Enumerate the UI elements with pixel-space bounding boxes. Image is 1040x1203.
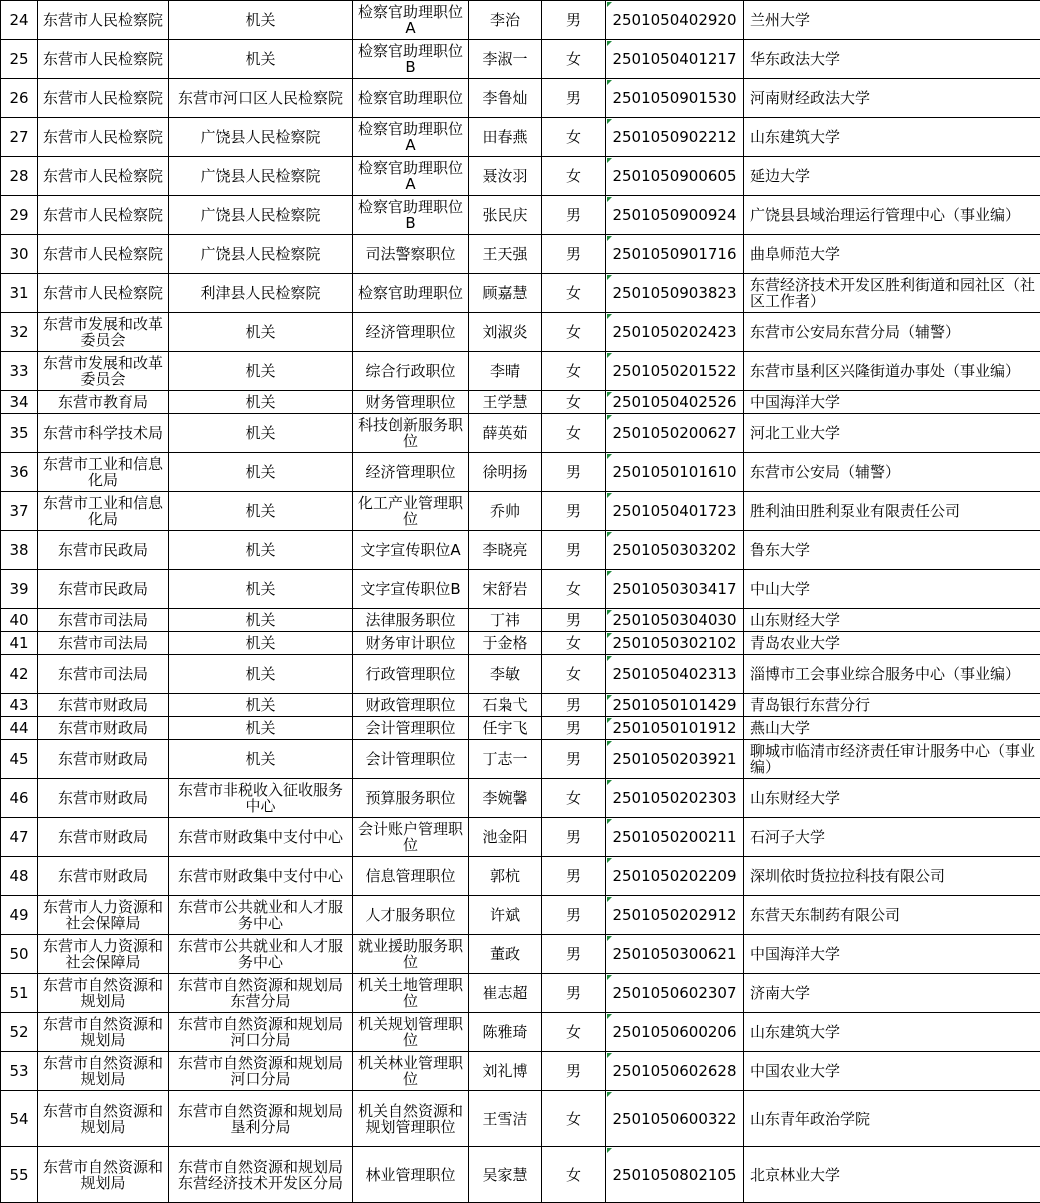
department-cell: 东营市自然资源和规划局	[38, 974, 169, 1013]
row-number: 37	[1, 492, 38, 531]
position-cell: 信息管理职位	[353, 857, 469, 896]
unit-cell: 广饶县人民检察院	[169, 196, 353, 235]
table-row	[1, 818, 1040, 857]
department-cell: 东营市财政局	[38, 717, 169, 740]
table-row	[1, 235, 1040, 274]
table-row	[1, 1091, 1040, 1147]
department-cell: 东营市教育局	[38, 391, 169, 414]
row-number: 46	[1, 779, 38, 818]
row-number: 24	[1, 1, 38, 40]
workplace-cell: 兰州大学	[744, 1, 1040, 40]
name-cell: 李婉馨	[469, 779, 542, 818]
table-row	[1, 609, 1040, 632]
position-cell: 经济管理职位	[353, 453, 469, 492]
department-cell: 东营市发展和改革委员会	[38, 313, 169, 352]
row-number: 44	[1, 717, 38, 740]
table-row	[1, 391, 1040, 414]
department-cell: 东营市财政局	[38, 818, 169, 857]
department-cell: 东营市发展和改革委员会	[38, 352, 169, 391]
name-cell: 宋舒岩	[469, 570, 542, 609]
exam-id-cell: 2501050302102	[606, 632, 744, 655]
unit-cell: 东营市自然资源和规划局河口分局	[169, 1052, 353, 1091]
workplace-cell: 山东建筑大学	[744, 118, 1040, 157]
unit-cell: 东营市自然资源和规划局垦利分局	[169, 1091, 353, 1147]
department-cell: 东营市财政局	[38, 740, 169, 779]
row-number: 45	[1, 740, 38, 779]
table-row	[1, 740, 1040, 779]
table-row	[1, 531, 1040, 570]
row-number: 49	[1, 896, 38, 935]
name-cell: 刘淑炎	[469, 313, 542, 352]
sex-cell: 男	[542, 694, 606, 717]
table-row	[1, 1052, 1040, 1091]
workplace-cell: 河北工业大学	[744, 414, 1040, 453]
exam-id-cell: 2501050900605	[606, 157, 744, 196]
sex-cell: 男	[542, 492, 606, 531]
row-number: 54	[1, 1091, 38, 1147]
exam-id-cell: 2501050203921	[606, 740, 744, 779]
name-cell: 任宇飞	[469, 717, 542, 740]
workplace-cell: 东营市公安局（辅警）	[744, 453, 1040, 492]
department-cell: 东营市人力资源和社会保障局	[38, 896, 169, 935]
row-number: 32	[1, 313, 38, 352]
sex-cell: 男	[542, 1, 606, 40]
table-row	[1, 896, 1040, 935]
workplace-cell: 东营市垦利区兴隆街道办事处（事业编）	[744, 352, 1040, 391]
table-body	[1, 1, 1040, 1203]
unit-cell: 东营市公共就业和人才服务中心	[169, 935, 353, 974]
table-row	[1, 570, 1040, 609]
exam-id-cell: 2501050600322	[606, 1091, 744, 1147]
department-cell: 东营市人民检察院	[38, 157, 169, 196]
sex-cell: 女	[542, 1013, 606, 1052]
name-cell: 丁志一	[469, 740, 542, 779]
table-row	[1, 857, 1040, 896]
table-row	[1, 935, 1040, 974]
name-cell: 石枭弋	[469, 694, 542, 717]
unit-cell: 机关	[169, 453, 353, 492]
department-cell: 东营市自然资源和规划局	[38, 1013, 169, 1052]
unit-cell: 机关	[169, 1, 353, 40]
exam-id-cell: 2501050903823	[606, 274, 744, 313]
workplace-cell: 东营经济技术开发区胜利街道和园社区（社区工作者）	[744, 274, 1040, 313]
name-cell: 薛英茹	[469, 414, 542, 453]
workplace-cell: 青岛农业大学	[744, 632, 1040, 655]
table-row	[1, 79, 1040, 118]
department-cell: 东营市人民检察院	[38, 274, 169, 313]
department-cell: 东营市民政局	[38, 570, 169, 609]
position-cell: 检察官助理职位B	[353, 196, 469, 235]
exam-id-cell: 2501050304030	[606, 609, 744, 632]
department-cell: 东营市工业和信息化局	[38, 453, 169, 492]
workplace-cell: 中国海洋大学	[744, 935, 1040, 974]
unit-cell: 机关	[169, 352, 353, 391]
department-cell: 东营市司法局	[38, 655, 169, 694]
sex-cell: 男	[542, 935, 606, 974]
workplace-cell: 胜利油田胜利泵业有限责任公司	[744, 492, 1040, 531]
position-cell: 机关规划管理职位	[353, 1013, 469, 1052]
row-number: 52	[1, 1013, 38, 1052]
position-cell: 机关林业管理职位	[353, 1052, 469, 1091]
unit-cell: 机关	[169, 40, 353, 79]
exam-id-cell: 2501050202423	[606, 313, 744, 352]
row-number: 34	[1, 391, 38, 414]
table-row	[1, 313, 1040, 352]
exam-id-cell: 2501050602307	[606, 974, 744, 1013]
exam-id-cell: 2501050200627	[606, 414, 744, 453]
workplace-cell: 曲阜师范大学	[744, 235, 1040, 274]
row-number: 48	[1, 857, 38, 896]
position-cell: 行政管理职位	[353, 655, 469, 694]
name-cell: 李鲁灿	[469, 79, 542, 118]
exam-id-cell: 2501050901530	[606, 79, 744, 118]
unit-cell: 东营市公共就业和人才服务中心	[169, 896, 353, 935]
workplace-cell: 淄博市工会事业综合服务中心（事业编）	[744, 655, 1040, 694]
sex-cell: 女	[542, 632, 606, 655]
unit-cell: 机关	[169, 717, 353, 740]
unit-cell: 机关	[169, 694, 353, 717]
unit-cell: 机关	[169, 531, 353, 570]
position-cell: 会计账户管理职位	[353, 818, 469, 857]
workplace-cell: 聊城市临清市经济责任审计服务中心（事业编）	[744, 740, 1040, 779]
table-row	[1, 352, 1040, 391]
unit-cell: 利津县人民检察院	[169, 274, 353, 313]
table-row	[1, 414, 1040, 453]
department-cell: 东营市自然资源和规划局	[38, 1091, 169, 1147]
sex-cell: 男	[542, 974, 606, 1013]
unit-cell: 东营市自然资源和规划局东营分局	[169, 974, 353, 1013]
position-cell: 法律服务职位	[353, 609, 469, 632]
name-cell: 张民庆	[469, 196, 542, 235]
department-cell: 东营市财政局	[38, 857, 169, 896]
department-cell: 东营市自然资源和规划局	[38, 1147, 169, 1203]
workplace-cell: 山东建筑大学	[744, 1013, 1040, 1052]
sex-cell: 女	[542, 274, 606, 313]
row-number: 55	[1, 1147, 38, 1203]
name-cell: 乔帅	[469, 492, 542, 531]
row-number: 50	[1, 935, 38, 974]
position-cell: 检察官助理职位A	[353, 157, 469, 196]
sex-cell: 女	[542, 313, 606, 352]
name-cell: 李晓亮	[469, 531, 542, 570]
workplace-cell: 东营天东制药有限公司	[744, 896, 1040, 935]
exam-id-cell: 2501050402526	[606, 391, 744, 414]
workplace-cell: 燕山大学	[744, 717, 1040, 740]
position-cell: 科技创新服务职位	[353, 414, 469, 453]
unit-cell: 机关	[169, 655, 353, 694]
workplace-cell: 山东青年政治学院	[744, 1091, 1040, 1147]
table-row	[1, 1147, 1040, 1203]
name-cell: 李晴	[469, 352, 542, 391]
name-cell: 丁祎	[469, 609, 542, 632]
workplace-cell: 东营市公安局东营分局（辅警）	[744, 313, 1040, 352]
position-cell: 检察官助理职位B	[353, 40, 469, 79]
exam-id-cell: 2501050900924	[606, 196, 744, 235]
exam-id-cell: 2501050402920	[606, 1, 744, 40]
sex-cell: 女	[542, 118, 606, 157]
unit-cell: 东营市财政集中支付中心	[169, 857, 353, 896]
workplace-cell: 山东财经大学	[744, 609, 1040, 632]
sex-cell: 男	[542, 453, 606, 492]
unit-cell: 东营市非税收入征收服务中心	[169, 779, 353, 818]
exam-id-cell: 2501050101429	[606, 694, 744, 717]
department-cell: 东营市民政局	[38, 531, 169, 570]
exam-id-cell: 2501050202303	[606, 779, 744, 818]
table-row	[1, 717, 1040, 740]
exam-id-cell: 2501050902212	[606, 118, 744, 157]
position-cell: 检察官助理职位	[353, 274, 469, 313]
sex-cell: 男	[542, 609, 606, 632]
sex-cell: 女	[542, 1147, 606, 1203]
workplace-cell: 鲁东大学	[744, 531, 1040, 570]
sex-cell: 男	[542, 1052, 606, 1091]
table-row	[1, 453, 1040, 492]
name-cell: 顾嘉慧	[469, 274, 542, 313]
name-cell: 王雪洁	[469, 1091, 542, 1147]
department-cell: 东营市财政局	[38, 694, 169, 717]
sex-cell: 女	[542, 414, 606, 453]
sex-cell: 女	[542, 352, 606, 391]
table-row	[1, 274, 1040, 313]
position-cell: 司法警察职位	[353, 235, 469, 274]
name-cell: 徐明扬	[469, 453, 542, 492]
department-cell: 东营市人民检察院	[38, 40, 169, 79]
row-number: 43	[1, 694, 38, 717]
position-cell: 综合行政职位	[353, 352, 469, 391]
department-cell: 东营市人力资源和社会保障局	[38, 935, 169, 974]
department-cell: 东营市工业和信息化局	[38, 492, 169, 531]
table-row	[1, 157, 1040, 196]
position-cell: 机关土地管理职位	[353, 974, 469, 1013]
sex-cell: 男	[542, 740, 606, 779]
workplace-cell: 延边大学	[744, 157, 1040, 196]
position-cell: 财政管理职位	[353, 694, 469, 717]
name-cell: 于金格	[469, 632, 542, 655]
position-cell: 检察官助理职位	[353, 79, 469, 118]
position-cell: 检察官助理职位A	[353, 1, 469, 40]
table-row	[1, 655, 1040, 694]
unit-cell: 东营市自然资源和规划局东营经济技术开发区分局	[169, 1147, 353, 1203]
name-cell: 董政	[469, 935, 542, 974]
position-cell: 预算服务职位	[353, 779, 469, 818]
row-number: 25	[1, 40, 38, 79]
unit-cell: 机关	[169, 609, 353, 632]
position-cell: 会计管理职位	[353, 717, 469, 740]
sex-cell: 男	[542, 79, 606, 118]
unit-cell: 机关	[169, 632, 353, 655]
sex-cell: 女	[542, 40, 606, 79]
row-number: 41	[1, 632, 38, 655]
table-row	[1, 632, 1040, 655]
row-number: 26	[1, 79, 38, 118]
name-cell: 刘礼博	[469, 1052, 542, 1091]
name-cell: 池金阳	[469, 818, 542, 857]
workplace-cell: 广饶县县域治理运行管理中心（事业编）	[744, 196, 1040, 235]
sex-cell: 男	[542, 896, 606, 935]
unit-cell: 广饶县人民检察院	[169, 235, 353, 274]
row-number: 29	[1, 196, 38, 235]
row-number: 38	[1, 531, 38, 570]
name-cell: 聂汝羽	[469, 157, 542, 196]
table-row	[1, 1013, 1040, 1052]
department-cell: 东营市人民检察院	[38, 79, 169, 118]
exam-id-cell: 2501050202209	[606, 857, 744, 896]
name-cell: 许斌	[469, 896, 542, 935]
sex-cell: 男	[542, 531, 606, 570]
workplace-cell: 石河子大学	[744, 818, 1040, 857]
row-number: 33	[1, 352, 38, 391]
sex-cell: 女	[542, 1091, 606, 1147]
exam-id-cell: 2501050101610	[606, 453, 744, 492]
department-cell: 东营市司法局	[38, 632, 169, 655]
workplace-cell: 华东政法大学	[744, 40, 1040, 79]
exam-id-cell: 2501050300621	[606, 935, 744, 974]
department-cell: 东营市人民检察院	[38, 235, 169, 274]
sex-cell: 女	[542, 157, 606, 196]
sex-cell: 男	[542, 818, 606, 857]
department-cell: 东营市司法局	[38, 609, 169, 632]
unit-cell: 机关	[169, 313, 353, 352]
table-row	[1, 40, 1040, 79]
unit-cell: 机关	[169, 492, 353, 531]
name-cell: 李治	[469, 1, 542, 40]
row-number: 39	[1, 570, 38, 609]
workplace-cell: 中国海洋大学	[744, 391, 1040, 414]
exam-id-cell: 2501050401723	[606, 492, 744, 531]
row-number: 35	[1, 414, 38, 453]
name-cell: 王学慧	[469, 391, 542, 414]
table-row	[1, 694, 1040, 717]
workplace-cell: 中山大学	[744, 570, 1040, 609]
department-cell: 东营市人民检察院	[38, 1, 169, 40]
row-number: 40	[1, 609, 38, 632]
unit-cell: 机关	[169, 414, 353, 453]
workplace-cell: 深圳依时货拉拉科技有限公司	[744, 857, 1040, 896]
table-row	[1, 196, 1040, 235]
unit-cell: 东营市自然资源和规划局河口分局	[169, 1013, 353, 1052]
workplace-cell: 济南大学	[744, 974, 1040, 1013]
exam-id-cell: 2501050201522	[606, 352, 744, 391]
row-number: 30	[1, 235, 38, 274]
unit-cell: 东营市财政集中支付中心	[169, 818, 353, 857]
row-number: 36	[1, 453, 38, 492]
exam-id-cell: 2501050901716	[606, 235, 744, 274]
exam-id-cell: 2501050401217	[606, 40, 744, 79]
sex-cell: 男	[542, 857, 606, 896]
exam-id-cell: 2501050101912	[606, 717, 744, 740]
position-cell: 机关自然资源和规划管理职位	[353, 1091, 469, 1147]
sex-cell: 男	[542, 235, 606, 274]
exam-id-cell: 2501050303417	[606, 570, 744, 609]
sex-cell: 男	[542, 196, 606, 235]
position-cell: 林业管理职位	[353, 1147, 469, 1203]
name-cell: 陈雅琦	[469, 1013, 542, 1052]
department-cell: 东营市人民检察院	[38, 196, 169, 235]
position-cell: 文字宣传职位B	[353, 570, 469, 609]
position-cell: 文字宣传职位A	[353, 531, 469, 570]
exam-id-cell: 2501050303202	[606, 531, 744, 570]
unit-cell: 机关	[169, 740, 353, 779]
workplace-cell: 北京林业大学	[744, 1147, 1040, 1203]
row-number: 42	[1, 655, 38, 694]
sex-cell: 女	[542, 391, 606, 414]
table-row	[1, 974, 1040, 1013]
table-row	[1, 1, 1040, 40]
workplace-cell: 中国农业大学	[744, 1052, 1040, 1091]
row-number: 51	[1, 974, 38, 1013]
name-cell: 李敏	[469, 655, 542, 694]
exam-id-cell: 2501050402313	[606, 655, 744, 694]
department-cell: 东营市科学技术局	[38, 414, 169, 453]
exam-id-cell: 2501050802105	[606, 1147, 744, 1203]
position-cell: 检察官助理职位A	[353, 118, 469, 157]
name-cell: 郭杭	[469, 857, 542, 896]
position-cell: 会计管理职位	[353, 740, 469, 779]
position-cell: 财务管理职位	[353, 391, 469, 414]
unit-cell: 广饶县人民检察院	[169, 157, 353, 196]
table-row	[1, 492, 1040, 531]
exam-id-cell: 2501050600206	[606, 1013, 744, 1052]
unit-cell: 东营市河口区人民检察院	[169, 79, 353, 118]
department-cell: 东营市财政局	[38, 779, 169, 818]
sex-cell: 女	[542, 570, 606, 609]
exam-id-cell: 2501050602628	[606, 1052, 744, 1091]
unit-cell: 机关	[169, 391, 353, 414]
row-number: 53	[1, 1052, 38, 1091]
row-number: 31	[1, 274, 38, 313]
position-cell: 经济管理职位	[353, 313, 469, 352]
exam-id-cell: 2501050200211	[606, 818, 744, 857]
sex-cell: 女	[542, 655, 606, 694]
department-cell: 东营市自然资源和规划局	[38, 1052, 169, 1091]
row-number: 28	[1, 157, 38, 196]
name-cell: 田春燕	[469, 118, 542, 157]
position-cell: 化工产业管理职位	[353, 492, 469, 531]
position-cell: 财务审计职位	[353, 632, 469, 655]
table-row	[1, 118, 1040, 157]
sex-cell: 女	[542, 779, 606, 818]
row-number: 47	[1, 818, 38, 857]
workplace-cell: 青岛银行东营分行	[744, 694, 1040, 717]
name-cell: 崔志超	[469, 974, 542, 1013]
exam-id-cell: 2501050202912	[606, 896, 744, 935]
workplace-cell: 河南财经政法大学	[744, 79, 1040, 118]
name-cell: 李淑一	[469, 40, 542, 79]
row-number: 27	[1, 118, 38, 157]
name-cell: 王天强	[469, 235, 542, 274]
department-cell: 东营市人民检察院	[38, 118, 169, 157]
unit-cell: 机关	[169, 570, 353, 609]
workplace-cell: 山东财经大学	[744, 779, 1040, 818]
table-row	[1, 779, 1040, 818]
name-cell: 吴家慧	[469, 1147, 542, 1203]
sex-cell: 男	[542, 717, 606, 740]
position-cell: 人才服务职位	[353, 896, 469, 935]
position-cell: 就业援助服务职位	[353, 935, 469, 974]
unit-cell: 广饶县人民检察院	[169, 118, 353, 157]
